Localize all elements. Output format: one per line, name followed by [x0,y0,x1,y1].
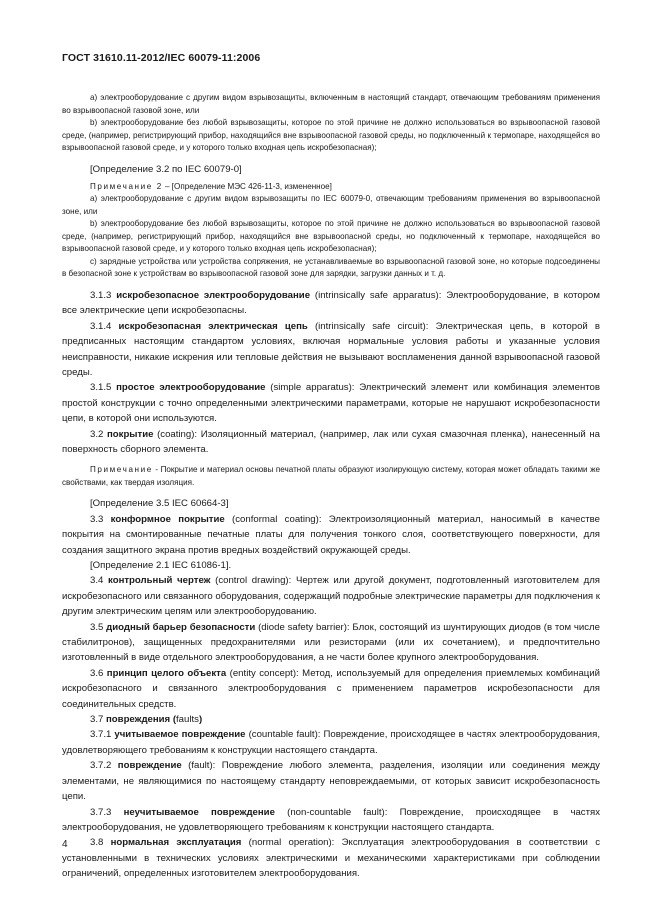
term: контрольный чертеж [108,575,211,587]
term: повреждения ( [106,714,177,726]
note-label: Примечание 2 [90,181,163,191]
term: конформное покрытие [110,513,225,525]
note-label: Примечание [90,465,153,475]
list-item-a: a) электрооборудование с другим видом взрывозащиты, включенным в настоящий стандарт, отвечающим требованиям применения во взрывоопасной газовой зоне, или [62,93,600,115]
document-header: ГОСТ 31610.11-2012/IEC 60079-11:2006 [62,52,261,64]
note-2: Примечание 2 – [Определение МЭС 426-11-3, измененное] [90,181,332,191]
page-number: 4 [62,839,68,850]
note-item-b: b) электрооборудование без любой взрывозащиты, которое по этой причине не должно использоваться во взрывоопасной газовой среде, (например, регистрирующий прибор, находящийся вне взрывоопасной среды, но подключенный к термопаре, находящейся во взрывоопасной газовой среде, и у которого только входная цепь искробезопасная); [62,219,600,254]
term: диодный барьер безопасности [106,621,256,633]
clause-3-2: 3.2 покрытие (coating): Изоляционный материал, (например, лак или сухая смазочная пленка), нанесенный на поверхность сборного элемента. [62,428,600,455]
clause-3-7-3: 3.7.3 неучитываемое повреждение (non-countable fault): Повреждение, происходящее в частях электрооборудования, не удовлетворяющего требованиям к конструкции настоящего стандарта. [62,806,600,833]
clause-3-8: 3.8 нормальная эксплуатация (normal operation): Эксплуатация электрооборудования в соответствии с установленными в технических условиях электрическими и механическими характеристиками при соблюдении ограничений, определенных изготовителем электрооборудования. [62,837,600,880]
definition-reference: [Определение 3.5 IEC 60664-3] [90,498,229,510]
clause-3-7-1: 3.7.1 учитываемое повреждение (countable fault): Повреждение, происходящее в частях электрооборудования, удовлетворяющего требованиям к конструкции настоящего стандарта. [62,729,600,756]
note-item-c: c) зарядные устройства или устройства сопряжения, не устанавливаемые во взрывоопасной газовой зоне, но которые подсоединены в безопасной зоне к устройствам во взрывоопасной газовой зоне для зарядки, загрузки данных и т. д. [62,256,600,279]
definition-reference: [Определение 3.2 по IEC 60079-0] [90,163,242,175]
clause-3-1-5: 3.1.5 простое электрооборудование (simple apparatus): Электрический элемент или комбинация элементов простой конструкции с точно определенными электрическими параметрами, которые не нарушают искробезопасности цепи, в которой они используются. [62,382,600,425]
clause-3-7: 3.7 повреждения (faults) [90,714,203,726]
list-item-b: b) электрооборудование без любой взрывозащиты, которое по этой причине не должно использоваться во взрывоопасной газовой среде, (например, регистрирующий прибор, находящийся вне взрывоопасной газовой среды, но подключенный к термопаре, находящейся во взрывоопасной газовой среде, и у которого только входная цепь искробезопасная); [62,118,600,152]
term: нормальная эксплуатация [110,837,242,849]
term: искробезопасное электрооборудование [116,289,311,301]
term: искробезопасная электрическая цепь [118,320,308,332]
clause-3-4: 3.4 контрольный чертеж (control drawing): Чертеж или другой документ, подготовленный изготовителем для искробезопасного или связанного оборудования, содержащий подробные электрические параметры для подключения к другим электрическим цепям или электрооборудованию. [62,575,600,618]
clause-3-6: 3.6 принцип целого объекта (entity concept): Метод, используемый для определения приемлемых комбинаций искробезопасного и связанного электрооборудования с применением параметров искробезопасности для соединительных средств. [62,667,600,710]
clause-3-3: 3.3 конформное покрытие (conformal coating): Электроизоляционный материал, наносимый в качестве покрытия на смонтированные печатные платы для получения тонкого слоя, соответствующего поверхности, для создания защитного экрана против вредных воздействий окружающей среды. [62,513,600,556]
note-item-a: a) электрооборудование с другим видом взрывозащиты по IEC 60079-0, отвечающим требованиям применения во взрывоопасной зоне, или [62,194,600,216]
term: покрытие [106,428,154,440]
term: учитываемое повреждение [114,729,246,741]
term: принцип целого объекта [106,667,227,679]
term: простое электрооборудование [116,382,266,394]
term: неучитываемое повреждение [123,806,275,818]
clause-3-5: 3.5 диодный барьер безопасности (diode safety barrier): Блок, состоящий из шунтирующих диодов (в том числе стабилитронов), защищенных предохранителями или резисторами (или их сочетанием), и предпочтительно изготовленный в виде отдельного электрооборудования, а не части более крупного электрооборудования. [62,621,600,664]
clause-3-7-2: 3.7.2 повреждение (fault): Повреждение любого элемента, разделения, изоляции или соединения между элементами, не являющимися по настоящему стандарту неповреждаемыми, от которых зависит искробезопасность цепи. [62,760,600,803]
definition-reference: [Определение 2.1 IEC 61086-1]. [90,560,232,571]
term: повреждение [117,760,182,772]
note-coating: Примечание - Покрытие и материал основы печатной платы образуют изолирующую систему, которая может обладать такими же свойствами, как твердая изоляция. [62,465,600,487]
clause-3-1-3: 3.1.3 искробезопасное электрооборудование (intrinsically safe apparatus): Электрооборудование, в котором все электрические цепи искробезопасны. [62,289,600,317]
clause-3-1-4: 3.1.4 искробезопасная электрическая цепь (intrinsically safe circuit): Электрическая цепь, в которой в предписанных настоящим стандартом условиях, включая нормальные условия работы и указанные условия неисправности, никакие искрения или тепловые действия не вызывают воспламенения данной взрывоопасной газовой среды. [62,320,601,378]
document-page [62,52,600,882]
